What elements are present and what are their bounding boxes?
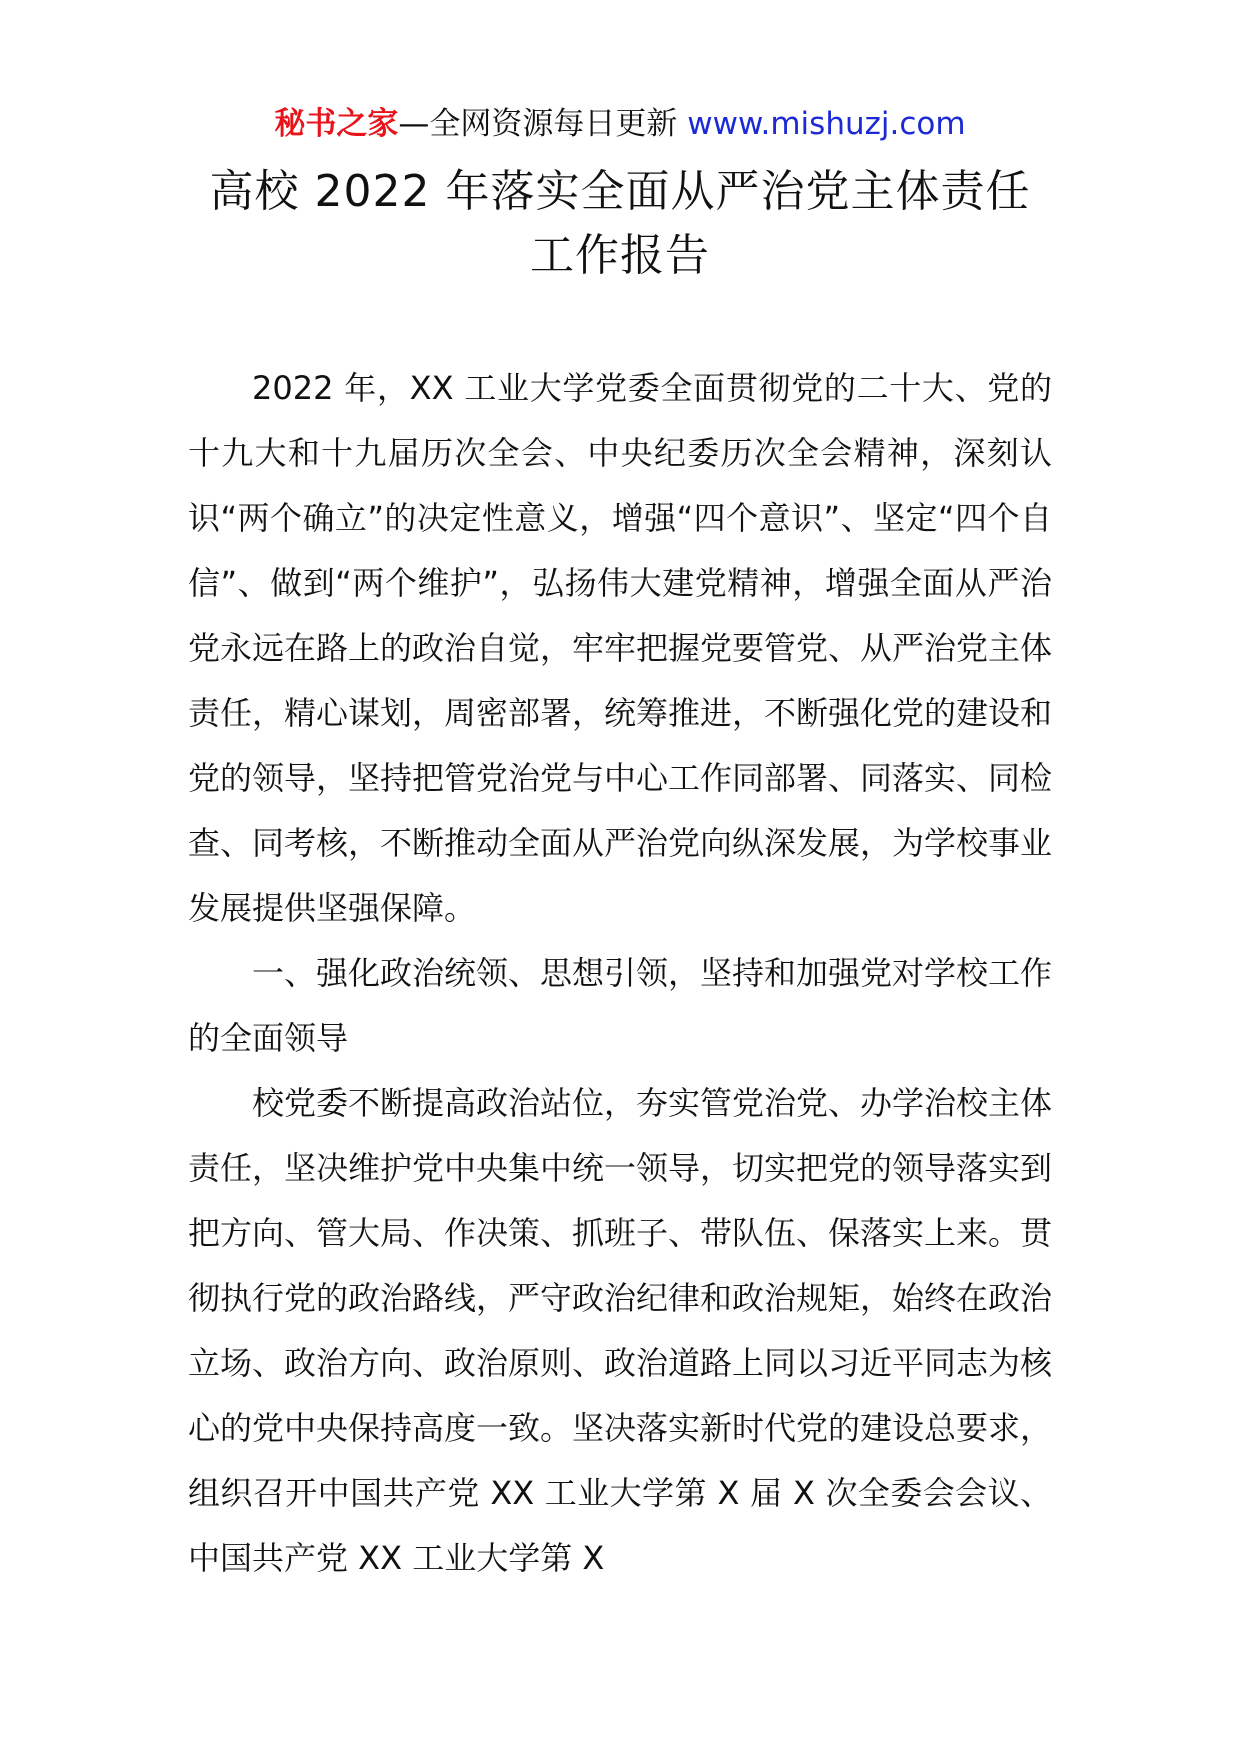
title-line-1: 高校 2022 年落实全面从严治党主体责任 xyxy=(209,166,1031,217)
brand-name: 秘书之家 xyxy=(274,106,399,142)
header-tagline: —全网资源每日更新 xyxy=(398,106,678,142)
paragraph-section-1: 校党委不断提高政治站位，夯实管党治党、办学治校主体责任，坚决维护党中央集中统一领导，切实把党的领导落实到把方向、管大局、作决策、抓班子、带队伍、保落实上来。贯彻执行党的政治路线，严守政治纪律和政治规矩，始终在政治立场、政治方向、政治原则、政治道路上同以习近平同志为核心的党中央保持高度一致。坚决落实新时代党的建设总要求，组织召开中国共产党 XX 工业大学第 X 届 X 次全委会会议、中国共产党 XX 工业大学第 X xyxy=(188,1084,1053,1577)
section-heading-1: 一、强化政治统领、思想引领，坚持和加强党对学校工作的全面领导 xyxy=(188,954,1053,1057)
site-url-link[interactable]: www.mishuzj.com xyxy=(687,106,966,142)
title-line-2: 工作报告 xyxy=(530,230,710,281)
paragraph-intro: 2022 年，XX 工业大学党委全面贯彻党的二十大、党的十九大和十九届历次全会、中央纪委历次全会精神，深刻认识“两个确立”的决定性意义，增强“四个意识”、坚定“四个自信”、做到“两个维护”，弘扬伟大建党精神，增强全面从严治党永远在路上的政治自觉，牢牢把握党要管党、从严治党主体责任，精心谋划，周密部署，统筹推进，不断强化党的建设和党的领导，坚持把管党治党与中心工作同部署、同落实、同检查、同考核，不断推动全面从严治党向纵深发展，为学校事业发展提供坚强保障。 xyxy=(188,369,1053,927)
site-header xyxy=(0,102,1240,146)
document-body xyxy=(188,356,1052,1591)
document-title xyxy=(0,160,1240,288)
